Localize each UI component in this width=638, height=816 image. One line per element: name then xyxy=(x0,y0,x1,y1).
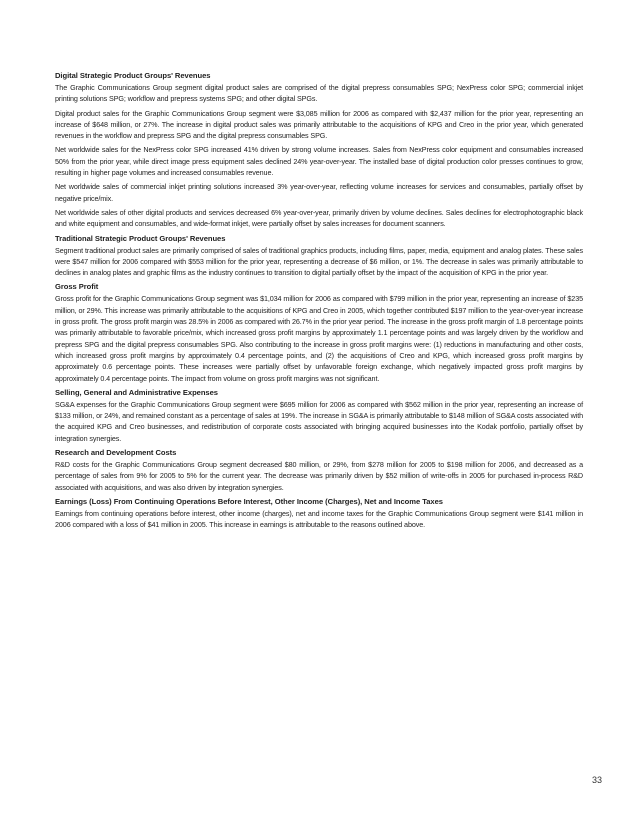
section-rnd xyxy=(55,447,583,493)
paragraph: Net worldwide sales of other digital products and services decreased 6% year-over-year, primarily driven by volume declines. Sales declines for electrophotographic black and white equipment and consumables, and wide-format inkjet, were partially offset by sales increases for document scanners. xyxy=(55,207,583,229)
section-digital-revenues xyxy=(55,70,583,230)
paragraph: Net worldwide sales of commercial inkjet printing solutions increased 3% year-over-year, reflecting volume increases for services and consumables, partially offset by negative price/mix. xyxy=(55,182,583,203)
paragraph: Net worldwide sales for the NexPress color SPG increased 41% driven by strong volume increases. Sales from NexPress color equipment and consumables increased 50% from the prior year, while direct image press equipment sales declined 24% year-over-year. The installed base of digital production color presses continues to grow, resulting in higher page volumes and increased consumables revenue. xyxy=(55,145,583,178)
section-earnings xyxy=(55,496,583,531)
paragraph: Segment traditional product sales are primarily comprised of sales of traditional graphics products, including films, paper, media, equipment and analog plates. These sales were $547 million for 2006 compared with $553 million for the prior year, representing a decrease of $6 million, or 1%. The decrease in sales was primarily attributable to declines in analog plates and graphic films as the industry continues to transition to digital partially offset by the impact of the acquisition of KPG in the prior year. xyxy=(55,245,583,278)
section-gross-profit xyxy=(55,281,583,383)
section-heading: Earnings (Loss) From Continuing Operations Before Interest, Other Income (Charges), Net and Income Taxes xyxy=(55,496,443,506)
paragraph: Digital product sales for the Graphic Communications Group segment were $3,085 million for 2006 as compared with $2,437 million for the prior year, representing an increase of $648 million, or 27%. The increase in digital product sales was primarily attributable to the acquisitions of KPG and Creo in the prior year, which generated revenues in the workflow and prepress SPG and the digital prepress consumables SPG. xyxy=(55,108,583,141)
section-sga xyxy=(55,387,583,444)
document-body xyxy=(55,70,583,534)
section-heading: Traditional Strategic Product Groups' Revenues xyxy=(55,233,226,243)
paragraph: Gross profit for the Graphic Communications Group segment was $1,034 million for 2006 as compared with $799 million in the prior year, representing an increase of $235 million, or 29%. This increase was primarily attributable to the acquisitions of KPG and Creo in 2005, which together contributed $197 million to the year-over-year increase in gross profit. The gross profit margin was 28.5% in 2006 as compared with 26.7% in the prior year period. The increase in the gross profit margin of 1.8 percentage points was primarily attributable to favorable price/mix, which increased gross profit margins by approximately 1.1 percentage points and was largely driven by the workflow and prepress SPG and the digital prepress consumables SPG. Also contributing to the increase in gross profit margins were: (1) reductions in manufacturing and other costs, which increased gross profit margins by approximately 0.4 percentage points, and (2) the acquisitions of Creo and KPG, which increased gross profit margins by approximately 0.6 percentage points. These increases were partially offset by unfavorable foreign exchange, which negatively impacted gross profit margins by approximately 0.4 percentage points. The impact from volume on gross profit margins was not significant. xyxy=(55,294,583,383)
page-number: 33 xyxy=(591,775,602,785)
section-heading: Research and Development Costs xyxy=(55,448,177,458)
section-heading: Gross Profit xyxy=(55,282,99,292)
section-heading: Selling, General and Administrative Expenses xyxy=(55,387,218,397)
paragraph: SG&A expenses for the Graphic Communications Group segment were $695 million for 2006 as compared with $562 million in the prior year, representing an increase of $133 million, or 24%, and remained constant as a percentage of sales at 19%. The increase in SG&A is primarily attributable to $148 million of SG&A costs associated with the acquired KPG and Creo businesses, and redistribution of corporate costs associated with bringing acquired businesses into the Kodak portfolio, partially offset by integration synergies. xyxy=(55,399,583,443)
paragraph: Earnings from continuing operations before interest, other income (charges), net and income taxes for the Graphic Communications Group segment were $141 million in 2006 compared with a loss of $41 million in 2005. This increase in earnings is attributable to the reasons outlined above. xyxy=(55,508,583,530)
section-traditional-revenues xyxy=(55,233,583,279)
section-heading: Digital Strategic Product Groups' Revenues xyxy=(55,71,211,80)
paragraph: The Graphic Communications Group segment digital product sales are comprised of the digital prepress consumables SPG; NexPress color SPG; commercial inkjet printing solutions SPG; workflow and prepress systems SPG; and other digital SPGs. xyxy=(55,83,583,104)
paragraph: R&D costs for the Graphic Communications Group segment decreased $80 million, or 29%, from $278 million for 2005 to $198 million for 2006, and decreased as a percentage of sales from 9% for 2005 to 5% for the current year. The decrease was primarily driven by $52 million of write-offs in 2005 for purchased in-process R&D associated with acquisitions, and was also driven by integration synergies. xyxy=(55,460,583,492)
